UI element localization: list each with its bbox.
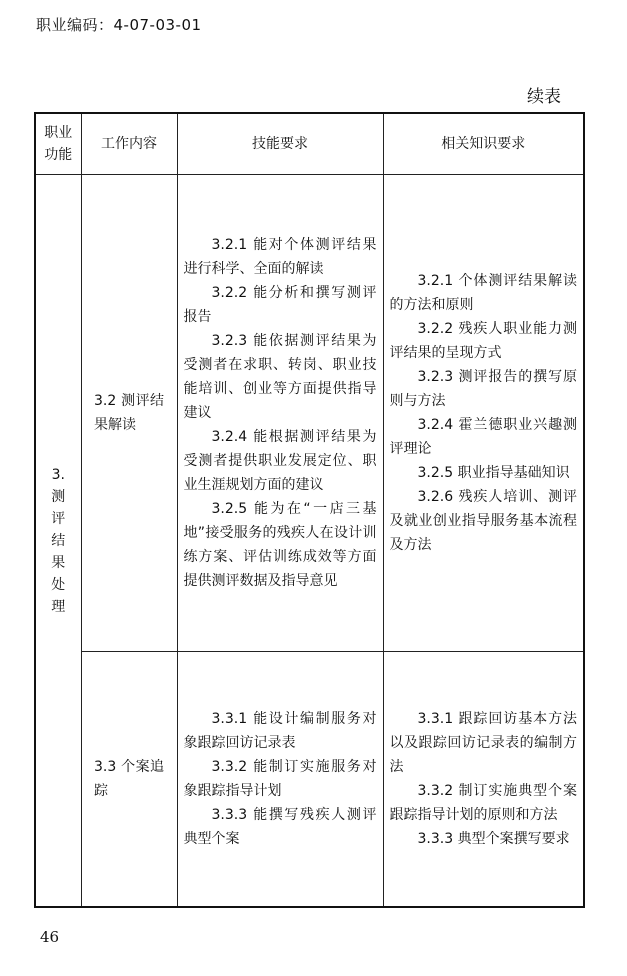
knowledge-item: 3.2.1 个体测评结果解读的方法和原则 [389, 273, 577, 313]
content-cell: 3.2 测评结果解读 [81, 175, 177, 652]
knowledge-item: 3.2.5 职业指导基础知识 [417, 465, 570, 481]
table-header-row [35, 113, 584, 175]
knowledge-item: 3.2.4 霍兰德职业兴趣测评理论 [389, 417, 577, 457]
skill-item: 3.3.3 能撰写残疾人测评典型个案 [183, 807, 377, 847]
header-function: 职业功能 [35, 113, 81, 175]
knowledge-item: 3.2.6 残疾人培训、测评及就业创业指导服务基本流程及方法 [389, 489, 577, 553]
header-content: 工作内容 [81, 113, 177, 175]
knowledge-item: 3.2.2 残疾人职业能力测评结果的呈现方式 [389, 321, 577, 361]
knowledge-item: 3.3.3 典型个案撰写要求 [417, 831, 570, 847]
knowledge-cell [383, 175, 584, 652]
skill-item: 3.2.5 能为在“一店三基地”接受服务的残疾人在设计训练方案、评估训练成效等方面提供测评数据及指导意见 [183, 501, 377, 589]
skill-item: 3.2.1 能对个体测评结果进行科学、全面的解读 [183, 237, 377, 277]
header-knowledge: 相关知识要求 [383, 113, 584, 175]
skill-item: 3.2.4 能根据测评结果为受测者提供职业发展定位、职业生涯规划方面的建议 [183, 429, 377, 493]
continued-label: 续表 [527, 87, 561, 107]
knowledge-item: 3.2.3 测评报告的撰写原则与方法 [389, 369, 577, 409]
skill-item: 3.2.3 能依据测评结果为受测者在求职、转岗、职业技能培训、创业等方面提供指导建议 [183, 333, 377, 421]
occupation-code: 职业编码：4-07-03-01 [36, 16, 202, 34]
knowledge-cell [383, 652, 584, 908]
skills-cell [177, 652, 383, 908]
skills-cell [177, 175, 383, 652]
skill-item: 3.3.2 能制订实施服务对象跟踪指导计划 [183, 759, 377, 799]
skill-item: 3.2.2 能分析和撰写测评报告 [183, 285, 377, 325]
table-row [35, 175, 584, 652]
content-cell: 3.3 个案追踪 [81, 652, 177, 908]
knowledge-item: 3.3.2 制订实施典型个案跟踪指导计划的原则和方法 [389, 783, 577, 823]
function-cell: 3.测评结果处理 [35, 175, 81, 908]
table-row [35, 652, 584, 908]
page-number: 46 [40, 928, 60, 946]
knowledge-item: 3.3.1 跟踪回访基本方法以及跟踪回访记录表的编制方法 [389, 711, 577, 775]
skills-table [34, 112, 585, 908]
skill-item: 3.3.1 能设计编制服务对象跟踪回访记录表 [183, 711, 377, 751]
header-skills: 技能要求 [177, 113, 383, 175]
